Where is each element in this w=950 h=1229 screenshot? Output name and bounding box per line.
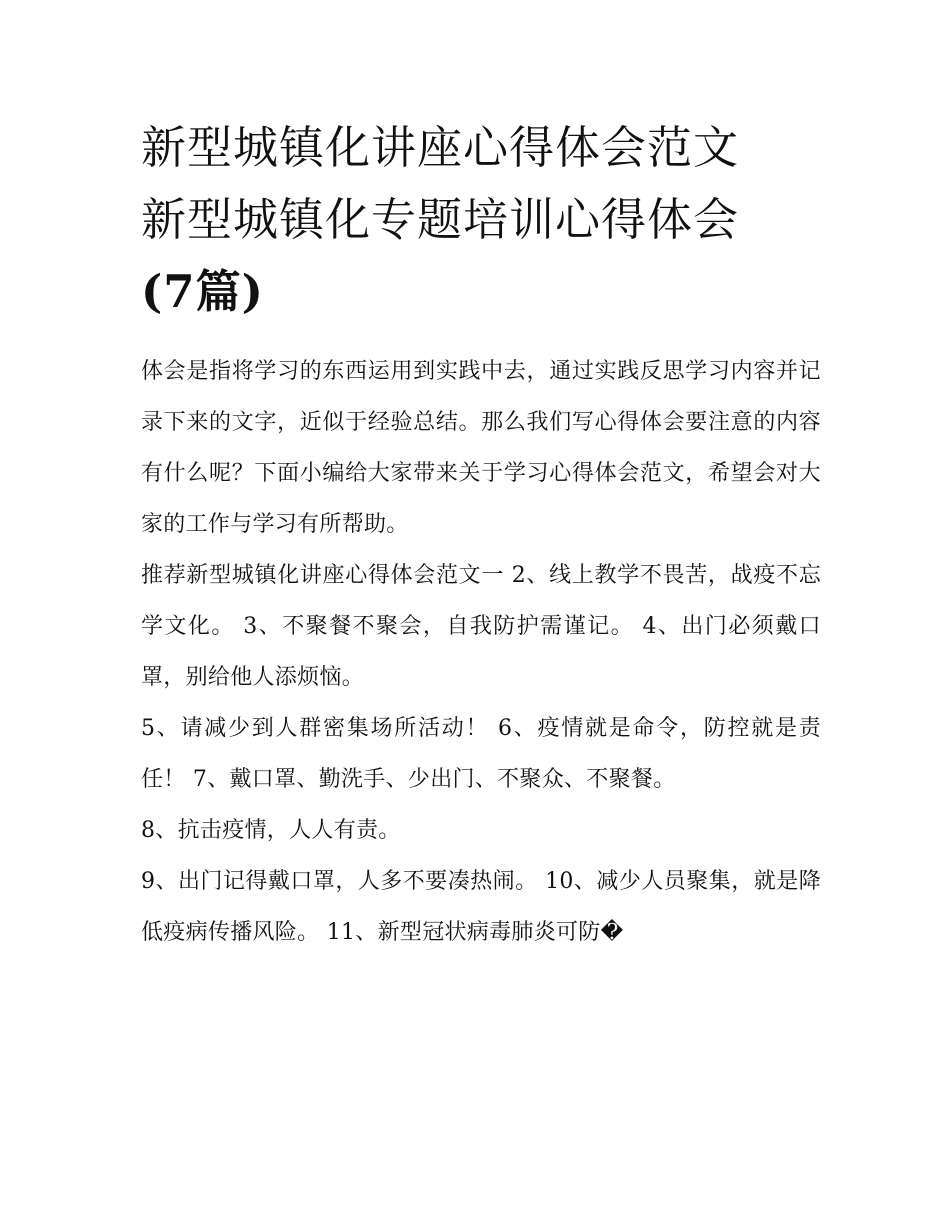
title-line-3: (7篇) — [141, 265, 264, 318]
title-line-1: 新型城镇化讲座心得体会范文 — [141, 121, 740, 174]
paragraph-2: 5、请减少到人群密集场所活动！ 6、疫情就是命令，防控就是责任！ 7、戴口罩、勤洗手、少出门、不聚众、不聚餐。 — [141, 716, 821, 792]
paragraph-3: 8、抗击疫情，人人有责。 — [141, 818, 401, 843]
document-content — [141, 112, 821, 958]
document-title — [141, 112, 821, 328]
document-body — [141, 346, 821, 958]
paragraph-intro: 体会是指将学习的东西运用到实践中去，通过实践反思学习内容并记录下来的文字，近似于经验总结。那么我们写心得体会要注意的内容有什么呢？下面小编给大家带来关于学习心得体会范文，希望会对大家的工作与学习有所帮助。 — [141, 359, 821, 537]
paragraph-4: 9、出门记得戴口罩，人多不要凑热闹。 10、减少人员聚集，就是降低疫病传播风险。 11、新型冠状病毒肺炎可防� — [141, 869, 821, 945]
title-line-2: 新型城镇化专题培训心得体会 — [141, 193, 740, 246]
paragraph-1: 推荐新型城镇化讲座心得体会范文一 2、线上教学不畏苦，战疫不忘学文化。 3、不聚餐不聚会，自我防护需谨记。 4、出门必须戴口罩，别给他人添烦恼。 — [141, 563, 821, 690]
